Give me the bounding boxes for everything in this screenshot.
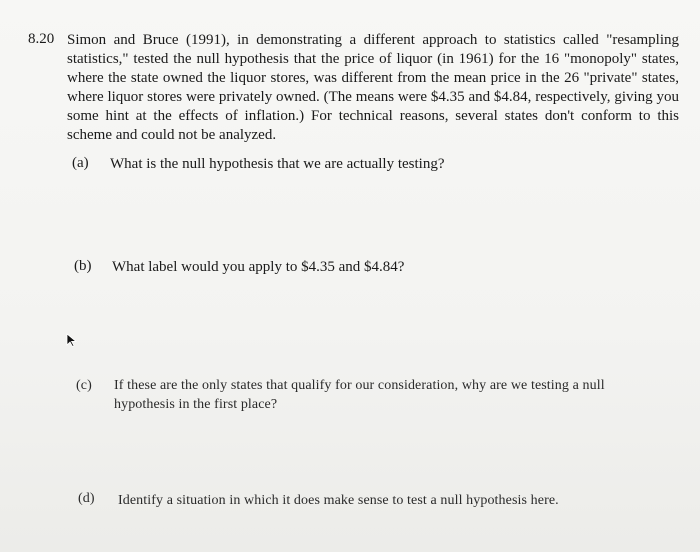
question-a-text: What is the null hypothesis that we are actually testing? [110, 156, 445, 172]
problem-statement: Simon and Bruce (1991), in demonstrating a different approach to statistics called "resampling statistics," tested the null hypothesis that the price of liquor (in 1961) for the 16 "monopoly" states, where the state owned the liquor stores, was different from the mean price in the 26 "private" states, where liquor stores were privately owned. (The means were $4.35 and $4.84, respectively, giving you some hint at the effects of inflation.) For technical reasons, several states don't conform to this scheme and could not be analyzed. [67, 32, 679, 143]
question-d-text: Identify a situation in which it does make sense to test a null hypothesis here. [118, 493, 559, 508]
question-b-text: What label would you apply to $4.35 and $4.84? [112, 259, 405, 275]
mouse-pointer-icon [66, 333, 78, 347]
question-b-label: (b) [74, 258, 92, 274]
problem-number: 8.20 [28, 31, 55, 47]
question-c-label: (c) [76, 378, 92, 393]
question-c-text: If these are the only states that qualify for our consideration, why are we testing a null hypothesis in the first place? [114, 378, 605, 412]
question-a-label: (a) [72, 155, 89, 171]
question-d-label: (d) [78, 491, 95, 506]
